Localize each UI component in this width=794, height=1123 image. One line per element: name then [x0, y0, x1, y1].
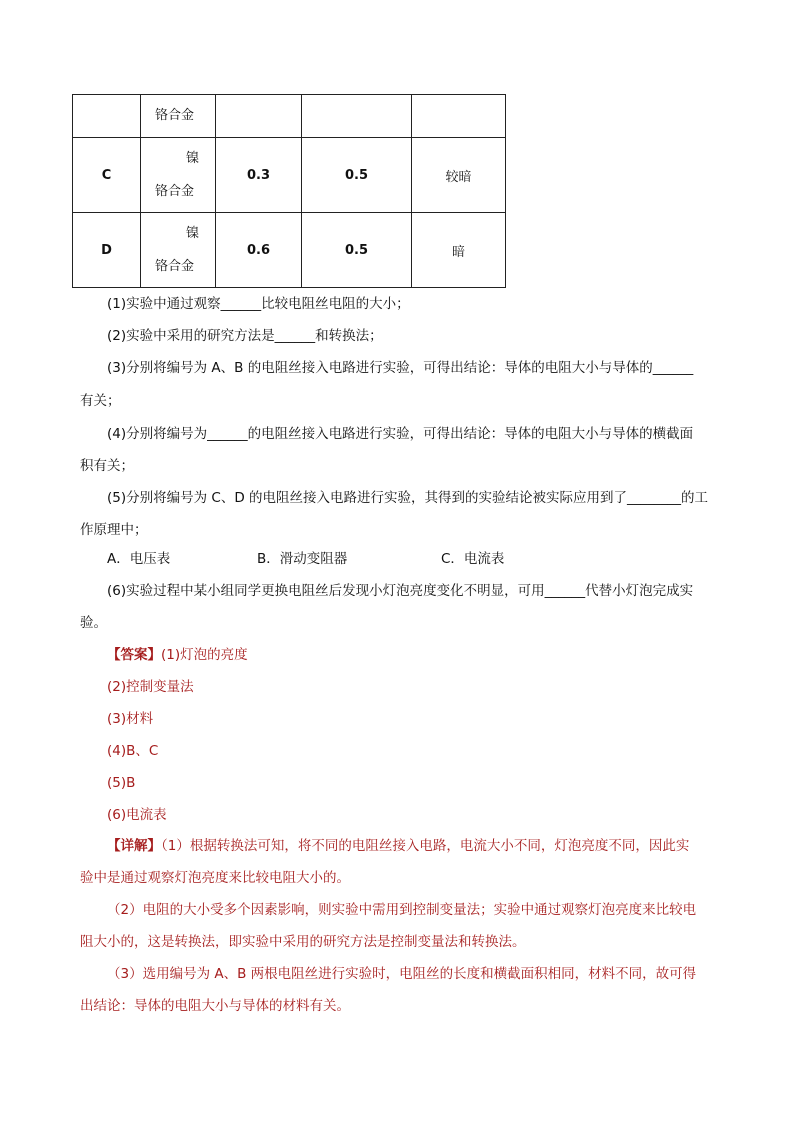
cell-brightness — [412, 95, 506, 138]
material-text-bottom: 铬合金 — [155, 184, 195, 199]
material-text-top: 镍 — [185, 226, 199, 241]
cell-id: D — [73, 213, 141, 288]
answer-5: (5)B — [107, 775, 136, 791]
table-row — [73, 138, 506, 213]
table-row — [73, 213, 506, 288]
explanation-1-line-1 — [107, 836, 747, 856]
question-1: (1)实验中通过观察______比较电阻丝电阻的大小； — [107, 296, 410, 312]
explanation-1-text: （1）根据转换法可知，将不同的电阻丝接入电路，电流大小不同，灯泡亮度不同，因此实 — [161, 838, 690, 854]
question-5-line-1: (5)分别将编号为 C、D 的电阻丝接入电路进行实验，其得到的实验结论被实际应用到了________的工 — [107, 490, 709, 506]
choice-row — [107, 549, 747, 569]
material-text-top: 镍 — [185, 151, 199, 166]
question-2: (2)实验中采用的研究方法是______和转换法； — [107, 328, 383, 344]
answer-4: (4)B、C — [107, 743, 159, 759]
explanation-3-line-2: 出结论：导体的电阻大小与导体的材料有关。 — [80, 998, 350, 1014]
material-text: 铬合金 — [155, 108, 195, 123]
answer-2: (2)控制变量法 — [107, 679, 194, 695]
answer-1: (1)灯泡的亮度 — [161, 647, 248, 663]
answer-6: (6)电流表 — [107, 807, 167, 823]
table-row — [73, 95, 506, 138]
question-3-line-2: 有关； — [80, 393, 121, 409]
answer-3: (3)材料 — [107, 711, 154, 727]
cell-area — [302, 95, 412, 138]
question-4-line-1: (4)分别将编号为______的电阻丝接入电路进行实验，可得出结论：导体的电阻大小与导体的横截面 — [107, 426, 694, 442]
cell-length: 0.6 — [216, 213, 302, 288]
answer-line-1 — [107, 645, 747, 665]
question-4-line-2: 积有关； — [80, 458, 134, 474]
question-3-line-1: (3)分别将编号为 A、B 的电阻丝接入电路进行实验，可得出结论：导体的电阻大小与导体的______ — [107, 360, 694, 376]
cell-material — [141, 213, 216, 288]
cell-brightness: 暗 — [412, 213, 506, 288]
cell-material — [141, 95, 216, 138]
resistance-table — [72, 94, 506, 288]
cell-length — [216, 95, 302, 138]
cell-area: 0.5 — [302, 213, 412, 288]
cell-area: 0.5 — [302, 138, 412, 213]
cell-length: 0.3 — [216, 138, 302, 213]
choice-b: B．滑动变阻器 — [257, 551, 348, 567]
cell-material — [141, 138, 216, 213]
question-6-line-1: (6)实验过程中某小组同学更换电阻丝后发现小灯泡亮度变化不明显，可用______代替小灯泡完成实 — [107, 583, 694, 599]
explanation-2-line-2: 阻大小的，这是转换法，即实验中采用的研究方法是控制变量法和转换法。 — [80, 934, 526, 950]
question-6-line-2: 验。 — [80, 615, 107, 631]
cell-id: C — [73, 138, 141, 213]
choice-a: A．电压表 — [107, 551, 171, 567]
cell-brightness: 较暗 — [412, 138, 506, 213]
question-5-line-2: 作原理中； — [80, 522, 148, 538]
explanation-3-line-1: （3）选用编号为 A、B 两根电阻丝进行实验时，电阻丝的长度和横截面积相同，材料不同，故可得 — [107, 966, 697, 982]
choice-c: C．电流表 — [441, 551, 505, 567]
answer-label: 【答案】 — [107, 647, 161, 663]
explanation-2-line-1: （2）电阻的大小受多个因素影响，则实验中需用到控制变量法；实验中通过观察灯泡亮度来比较电 — [107, 902, 697, 918]
material-text-bottom: 铬合金 — [155, 259, 195, 274]
explanation-label: 【详解】 — [107, 838, 161, 854]
explanation-1-line-2: 验中是通过观察灯泡亮度来比较电阻大小的。 — [80, 870, 350, 886]
cell-id — [73, 95, 141, 138]
